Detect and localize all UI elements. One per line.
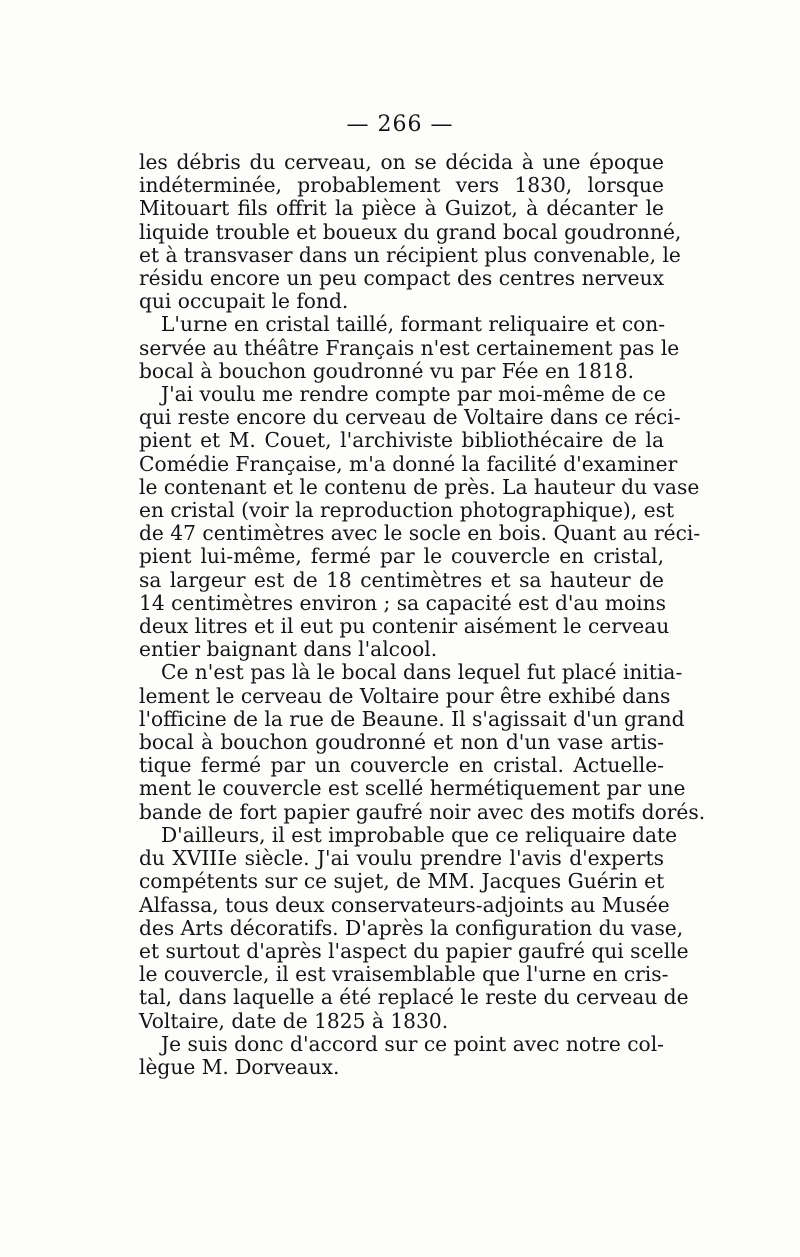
text-line: lement le cerveau de Voltaire pour être exhibé dans	[139, 683, 671, 708]
text-line: liquide trouble et boueux du grand bocal goudronné,	[139, 219, 682, 244]
text-line: lègue M. Dorveaux.	[139, 1054, 340, 1079]
text-line: ment le couvercle est scellé hermétiquement par une	[139, 776, 686, 801]
text-line: pient lui-même, fermé par le couvercle en cristal,	[139, 544, 664, 569]
text-line: et surtout d'après l'aspect du papier gaufré qui scelle	[139, 938, 689, 963]
text-line: 14 centimètres environ ; sa capacité est d'au moins	[139, 590, 666, 615]
text-line: indéterminée, probablement vers 1830, lorsque	[139, 173, 664, 198]
text-line: de 47 centimètres avec le socle en bois. Quant au réci-	[139, 521, 701, 546]
text-line: le couvercle, il est vraisemblable que l'urne en cris-	[139, 962, 669, 987]
text-line: l'officine de la rue de Beaune. Il s'agissait d'un grand	[139, 706, 685, 731]
text-line: des Arts décoratifs. D'après la configuration du vase,	[139, 915, 684, 940]
text-line: compétents sur ce sujet, de MM. Jacques Guérin et	[139, 869, 665, 894]
text-line: bocal à bouchon goudronné vu par Fée en 1818.	[139, 358, 635, 383]
text-line: bocal à bouchon goudronné et non d'un vase artis-	[139, 730, 664, 755]
page-number: — 266 —	[346, 112, 454, 137]
body-text	[139, 150, 706, 1079]
text-line: tal, dans laquelle a été replacé le reste du cerveau de	[139, 985, 689, 1010]
text-line: les débris du cerveau, on se décida à une époque	[139, 150, 664, 174]
text-line: et à transvaser dans un récipient plus convenable, le	[139, 242, 681, 267]
text-line: deux litres et il eut pu contenir aisément le cerveau	[139, 614, 670, 639]
text-line: qui occupait le fond.	[139, 289, 349, 314]
text-line: L'urne en cristal taillé, formant reliquaire et con-	[161, 312, 666, 337]
text-line: entier baignant dans l'alcool.	[139, 637, 438, 662]
text-line: Je suis donc d'accord sur ce point avec notre col-	[161, 1031, 664, 1056]
text-line: Ce n'est pas là le bocal dans lequel fut placé initia-	[161, 660, 683, 685]
text-line: pient et M. Couet, l'archiviste bibliothécaire de la	[139, 428, 664, 453]
text-line: résidu encore un peu compact des centres nerveux	[139, 266, 664, 291]
text-line: le contenant et le contenu de près. La hauteur du vase	[139, 474, 700, 499]
text-line: Comédie Française, m'a donné la facilité d'examiner	[139, 451, 678, 476]
text-line: Voltaire, date de 1825 à 1830.	[139, 1008, 449, 1033]
text-line: tique fermé par un couvercle en cristal. Actuelle-	[139, 753, 664, 778]
text-line: du XVIIIe siècle. J'ai voulu prendre l'avis d'experts	[139, 846, 664, 871]
text-line: J'ai voulu me rendre compte par moi-même de ce	[161, 382, 666, 407]
text-line: qui reste encore du cerveau de Voltaire dans ce réci-	[139, 405, 681, 430]
text-line: bande de fort papier gaufré noir avec des motifs dorés.	[139, 799, 706, 824]
text-line: en cristal (voir la reproduction photographique), est	[139, 498, 675, 523]
text-line: Alfassa, tous deux conservateurs-adjoints au Musée	[139, 892, 670, 917]
text-line: sa largeur est de 18 centimètres et sa hauteur de	[139, 567, 664, 592]
text-line: servée au théâtre Français n'est certainement pas le	[139, 335, 680, 360]
text-line: D'ailleurs, il est improbable que ce reliquaire date	[161, 822, 678, 847]
text-line: Mitouart fils offrit la pièce à Guizot, à décanter le	[139, 196, 664, 221]
